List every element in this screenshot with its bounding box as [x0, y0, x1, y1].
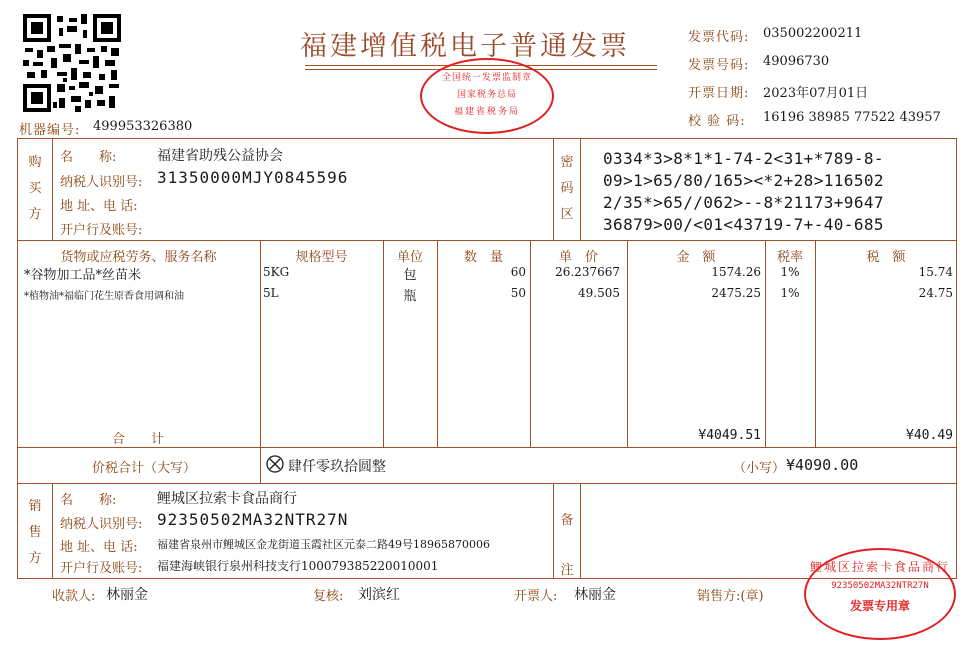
- seller-taxid-label: 纳税人识别号:: [60, 517, 143, 532]
- header-rate: 税率: [776, 250, 803, 265]
- invoice-date-label: 开票日期:: [688, 86, 750, 101]
- header-item-name: 货物或应税劳务、服务名称: [60, 250, 217, 265]
- table-row-1-tax: 15.74: [918, 265, 953, 279]
- invoice-title: 福建增值税电子普通发票: [300, 31, 630, 62]
- seller-name-label: 名 称:: [60, 493, 117, 508]
- table-row-1-qty: 60: [510, 265, 526, 279]
- cipher-text: [603, 148, 884, 236]
- header-amount: 金 额: [676, 250, 716, 265]
- buyer-address-label: 地 址、电 话:: [60, 199, 138, 214]
- drawer-label: 开票人:: [514, 589, 558, 604]
- table-row-2-unit: 瓶: [403, 289, 417, 304]
- remark-label-divider: [580, 483, 581, 579]
- invoice-number: 49096730: [763, 54, 830, 69]
- grand-total-lower: ¥4090.00: [786, 456, 859, 474]
- header-qty: 数 量: [463, 250, 503, 265]
- seal-line-1: 全国统一发票监制章: [441, 73, 532, 83]
- total-amount: ¥4049.51: [698, 428, 761, 443]
- seller-seal-taxid: 92350502MA32NTR27N: [831, 581, 929, 591]
- seller-invoice-seal: [804, 548, 956, 640]
- qr-code: [23, 14, 121, 112]
- buyer-name-label: 名 称:: [60, 150, 117, 165]
- total-label: 合 计: [112, 432, 165, 447]
- table-row-1-unit: 包: [403, 268, 417, 283]
- buyer-section-label: 购 买 方: [28, 155, 42, 222]
- table-row-1-name: *谷物加工品*丝苗米: [24, 268, 142, 283]
- seller-seal-label: 销售方:(章): [697, 589, 764, 604]
- divider-total: [17, 483, 957, 484]
- seller-name: 鲤城区拉索卡食品商行: [157, 491, 297, 507]
- machine-no: 499953326380: [93, 119, 193, 134]
- buyer-bank-label: 开户行及账号:: [60, 223, 143, 238]
- seller-seal-caption: 发票专用章: [849, 599, 910, 613]
- table-row-2-amount: 2475.25: [711, 286, 761, 300]
- cipher-line: 2/35*>65//062>--8*21173+9647: [603, 193, 884, 212]
- remark-divider: [553, 483, 554, 579]
- grand-total-divider: [260, 447, 261, 483]
- header-tax: 税 额: [866, 250, 906, 265]
- payee: 林丽金: [106, 587, 148, 603]
- cipher-divider: [553, 138, 554, 240]
- invoice-code: 035002200211: [763, 26, 863, 41]
- table-row-1-amount: 1574.26: [711, 265, 761, 279]
- table-row-1-rate: 1%: [780, 265, 800, 279]
- buyer-taxid: 31350000MJY0845596: [157, 168, 349, 187]
- table-row-1-price: 26.237667: [555, 265, 620, 279]
- cipher-line: 36879>00/<01<43719-7+-40-685: [603, 215, 884, 234]
- machine-no-label: 机器编号:: [19, 123, 81, 138]
- table-row-1-spec: 5KG: [263, 265, 290, 279]
- grand-total-lower-label: （小写）: [733, 461, 786, 476]
- cipher-label-divider: [580, 138, 581, 240]
- table-row-2-tax: 24.75: [918, 286, 953, 300]
- drawer: 林丽金: [574, 587, 616, 603]
- table-row-2-spec: 5L: [263, 286, 279, 300]
- seller-address-label: 地 址、电 话:: [60, 540, 138, 555]
- cipher-line: 0334*3>8*1*1-74-2<31+*789-8-: [603, 149, 884, 168]
- grand-total-upper: 肆仟零玖拾圆整: [288, 459, 386, 475]
- seller-section-label: 销 售 方: [28, 499, 42, 566]
- reviewer-label: 复核:: [313, 589, 344, 604]
- cipher-section-label: 密 码 区: [560, 155, 574, 222]
- payee-label: 收款人:: [52, 589, 96, 604]
- col-divider-spec: [260, 240, 261, 447]
- cipher-line: 09>1>65/80/165><*2+28>116502: [603, 171, 884, 190]
- table-row-2-rate: 1%: [780, 286, 800, 300]
- remark-section-label: 备 注: [560, 513, 574, 578]
- seller-bank: 福建海峡银行泉州科技支行100079385220010001: [157, 559, 439, 573]
- invoice-number-label: 发票号码:: [688, 58, 750, 73]
- check-code: 16196 38985 77522 43957: [763, 110, 941, 125]
- seller-address: 福建省泉州市鲤城区金龙街道玉霞社区元泰二路49号18965870006: [157, 538, 490, 551]
- table-row-2-price: 49.505: [578, 286, 620, 300]
- invoice-date: 2023年07月01日: [763, 86, 869, 101]
- table-row-2-qty: 50: [510, 286, 526, 300]
- grand-total-label: 价税合计（大写）: [92, 461, 197, 476]
- header-spec: 规格型号: [295, 250, 348, 265]
- table-row-2-name: *植物油*福临门花生原香食用调和油: [24, 291, 184, 302]
- reviewer: 刘滨红: [358, 587, 400, 603]
- cross-circle-icon: [266, 455, 284, 473]
- invoice-code-label: 发票代码:: [688, 30, 750, 45]
- seller-bank-label: 开户行及账号:: [60, 561, 143, 576]
- divider-items: [17, 447, 957, 448]
- seller-taxid: 92350502MA32NTR27N: [157, 510, 349, 529]
- buyer-name: 福建省助残公益协会: [157, 148, 283, 164]
- check-code-label: 校 验 码:: [688, 114, 746, 129]
- buyer-taxid-label: 纳税人识别号:: [60, 175, 143, 190]
- seller-seal-name: 鲤城区拉索卡食品商行: [809, 560, 950, 574]
- tax-bureau-seal: [420, 58, 554, 134]
- seal-line-2: 国家税务总局: [456, 90, 517, 100]
- seal-line-3: 福建省税务局: [453, 107, 520, 117]
- divider-buyer: [17, 240, 957, 241]
- header-price: 单 价: [558, 250, 598, 265]
- header-unit: 单位: [396, 250, 423, 265]
- buyer-label-divider: [52, 138, 53, 240]
- total-tax: ¥40.49: [906, 428, 953, 443]
- seller-label-divider: [52, 483, 53, 579]
